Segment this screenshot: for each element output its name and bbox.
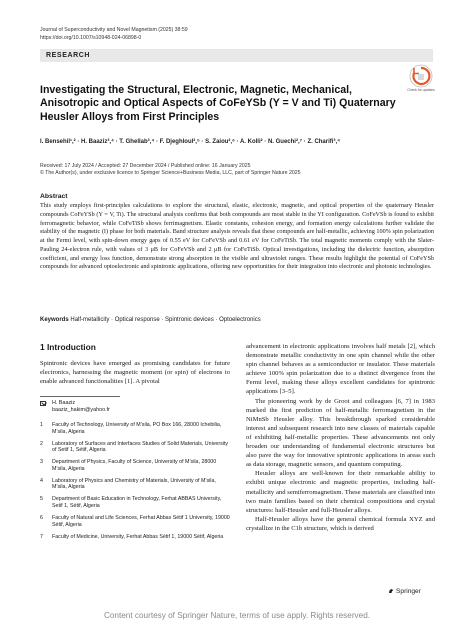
doi-link[interactable]: https://doi.org/10.1007/s10948-024-06898-0 bbox=[40, 35, 142, 41]
affiliation-item bbox=[40, 515, 230, 528]
keywords-heading: Keywords bbox=[40, 317, 69, 323]
corresponding-author-email[interactable]: baaziz_hakim@yahoo.fr bbox=[52, 407, 110, 413]
affiliation-item bbox=[40, 534, 230, 541]
affiliation-item bbox=[40, 496, 230, 509]
author-list: I. Bensehil¹,² · H. Baaziz³,⁴ · T. Ghellab³,⁴ · F. Djeghloul²,⁵ · S. Zaiou²,⁶ · A. Kolli² · N. Guechi²,⁷ · Z. Charifi³,⁴ bbox=[40, 139, 341, 145]
affiliation-number: 6 bbox=[40, 514, 43, 521]
affiliation-number: 1 bbox=[40, 422, 43, 428]
affiliation-number: 7 bbox=[40, 533, 43, 540]
check-updates-label[interactable]: Check for updates bbox=[407, 88, 435, 92]
abstract-heading: Abstract bbox=[40, 193, 68, 200]
affiliation-item bbox=[40, 459, 230, 472]
intro-paragraph: Half-Heusler alloys have the general chemical formula XYZ and crystallize in the C1b structure, which is derived bbox=[246, 515, 435, 532]
copyright-notice: © The Author(s), under exclusive licence to Springer Science+Business Media, LLC, part of Springer Nature 2025 bbox=[40, 170, 301, 176]
affiliation-item bbox=[40, 478, 230, 491]
section-label: RESEARCH bbox=[46, 51, 91, 59]
affiliation-item bbox=[40, 422, 230, 435]
keywords-text: Half-metallicity · Optical response · Spintronic devices · Optoelectronics bbox=[70, 317, 261, 323]
affiliation-text: Faculty of Natural and Life Sciences, Ferhat Abbas Sétif 1 University, 19000 Sétif, Algeria bbox=[52, 514, 230, 528]
article-title: Investigating the Structural, Electronic, Magnetic, Mechanical, Anisotropic and Optical Aspects of CoFeYSb (Y = V and Ti) Quaternary Heusler Alloys from First Principles bbox=[40, 84, 396, 123]
footer-credit: Content courtesy of Springer Nature, terms of use apply. Rights reserved. bbox=[103, 611, 371, 620]
publisher-name: Springer bbox=[396, 588, 421, 595]
intro-paragraph: The pioneering work by de Groot and colleagues [6, 7] in 1983 marked the first prediction of half-metallic ferromagnetism in the NiMnSb Heusler alloy. This breakthrough sparked considerable interest and subsequent research into new classes of materials capable of exhibiting half-metallic properties. These advancements not only broaden our understanding of fundamental electronic structures but also pave the way for innovative spintronic applications in areas such as data storage, magnetic sensors, and quantum computing. bbox=[246, 397, 435, 469]
affiliation-number: 3 bbox=[40, 459, 43, 466]
right-column bbox=[246, 342, 435, 533]
affiliation-text: Department of Basic Education in Technology, Ferhat ABBAS University, Setif 1, Sétif, Algeria bbox=[52, 496, 222, 510]
publication-dates: Received: 17 July 2024 / Accepted: 27 December 2024 / Published online: 16 January 2025 bbox=[40, 163, 251, 169]
affiliation-item bbox=[40, 441, 230, 454]
publisher-logo bbox=[388, 588, 421, 595]
affiliation-number: 4 bbox=[40, 477, 43, 484]
journal-citation: Journal of Superconductivity and Novel Magnetism (2025) 38:59 bbox=[40, 27, 188, 33]
keywords-line bbox=[40, 317, 434, 323]
section-bar bbox=[40, 49, 433, 62]
section-heading-introduction: 1 Introduction bbox=[40, 342, 96, 352]
affiliation-list bbox=[40, 422, 230, 545]
affiliation-text: Laboratory of Physics and Chemistry of Materials, University of M’sila, M’sila, Algeria bbox=[52, 477, 216, 491]
affiliation-text: Faculty of Medicine, University, Ferhat Abbas Sétif 1, 19000 Sétif, Algeria bbox=[52, 533, 224, 540]
intro-paragraph: Heusler alloys are well-known for their remarkable ability to exhibit unique electronic and magnetic properties, including half-metallicity and semiferromagnetism. These materials are classified into two main families based on their chemical compositions and crystal structures: half-Heusler and full-Heusler alloys. bbox=[246, 470, 435, 514]
affiliation-text: Faculty of Technology, University of M’sila, PO Box 166, 28000 Ichebilia, M’sila, Algeria bbox=[52, 422, 222, 435]
envelope-icon bbox=[40, 401, 46, 406]
check-for-updates-icon[interactable] bbox=[409, 64, 433, 88]
corresponding-author-name: H. Baaziz bbox=[52, 400, 76, 406]
intro-paragraph: advancement in electronic applications involves half metals [2], which demonstrate metallic conductivity in one spin channel while the other spin channel behaves as a semiconductor or insulator. These materials achieve 100% spin polarization due to a distinct divergence from the Fermi level, making these alloys excellent candidates for spintronic applications [3–5]. bbox=[246, 343, 435, 396]
affiliation-number: 2 bbox=[40, 440, 43, 447]
footnote-divider bbox=[40, 396, 120, 397]
affiliation-text: Department of Physics, Faculty of Science, University of M’sila, 28000 M’sila, Algeria bbox=[52, 459, 217, 472]
abstract-text: This study employs first-principles calculations to explore the structural, elastic, electronic, magnetic, and optical properties of the quaternary Heusler compounds CoFeYSb (Y = V, Ti). The structural analysis confirms that both compounds are most stable in the YI configuration. CoFeVSb is found to exhibit ferromagnetic behavior, while CoFeTiSb shows ferrimagnetism. Elastic constants, cohesion energy, and formation energy calculations further validate the stability of the magnetic (I) phase for both materials. Band structure analysis reveals that these compounds are half-metallic, achieving 100% spin polarization at the Fermi level, with spin-down energy gaps of 0.55 eV for CoFeVSb and 0.61 eV for CoFeTiSb. The total magnetic moments comply with the Slater-Pauling 24-electron rule, with values of 3 μB for CoFeVSb and 2 μB for CoFeTiSb. Optical investigations, including the dielectric function, absorption coefficient, and energy loss function, demonstrate strong absorption in the visible and ultraviolet ranges. These results highlight the potential of CoFeYSb compounds for advanced optoelectronic and spintronic applications, offering new opportunities for their integration into electronic and photonic technologies. bbox=[40, 202, 434, 271]
affiliation-text: Laboratory of Surfaces and Interfaces Studies of Solid Materials, University of Setif 1, Sétif, Algeria bbox=[52, 440, 229, 454]
affiliation-number: 5 bbox=[40, 496, 43, 503]
springer-horse-icon bbox=[388, 588, 394, 594]
intro-paragraph-left: Spintronic devices have emerged as promising candidates for future electronics, harnessing the magnetic moment (or spin) of electrons to enable advanced functionalities [1]. A pivotal bbox=[40, 360, 230, 386]
